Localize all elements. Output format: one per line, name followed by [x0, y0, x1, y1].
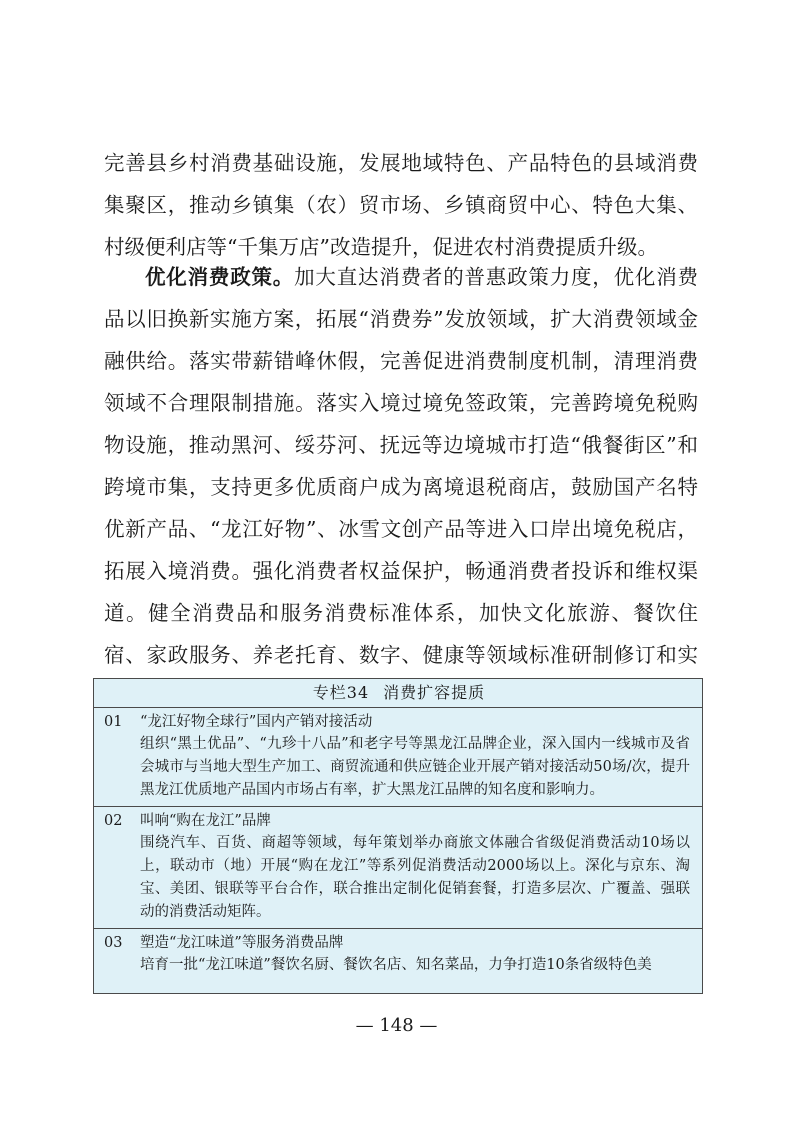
item-text: 培育一批“龙江味道”餐饮名厨、餐饮名店、知名菜品，力争打造10条省级特色美	[140, 957, 652, 973]
page-number: — 148 —	[355, 1015, 438, 1036]
column-box-header	[94, 679, 702, 708]
item-text: 组织“黑土优品”、“九珍十八品”和老字号等黑龙江品牌企业，深入国内一线城市及省会城市与当地大型生产加工、商贸流通和供应链企业开展产销对接活动50场/次，提升黑龙江优质地产品国内市场占有率，扩大黑龙江品牌的知名度和影响力。	[140, 736, 690, 798]
column-title: 消费扩容提质	[383, 683, 486, 702]
section-heading-optimize-policy: 优化消费政策。	[145, 265, 295, 289]
paragraph-body: 加大直达消费者的普惠政策力度，优化消费品以旧换新实施方案，拓展“消费券”发放领域，扩大消费领域金融供给。落实带薪错峰休假，完善促进消费制度机制，清理消费领域不合理限制措施。落实入境过境免签政策，完善跨境免税购物设施，推动黑河、绥芬河、抚远等边境城市打造“俄餐街区”和跨境市集，支持更多优质商户成为离境退税商店，鼓励国产名特优新产品、“龙江好物”、冰雪文创产品等进入口岸出境免税店，拓展入境消费。强化消费者权益保护，畅通消费者投诉和维权渠道。健全消费品和服务消费标准体系，加快文化旅游、餐饮住宿、家政服务、养老托育、数字、健康等领域标准研制修订和实	[104, 265, 699, 667]
paragraph-consumption-policy	[104, 256, 698, 718]
item-title: 叫响“购在龙江”品牌	[140, 813, 271, 829]
column-box	[93, 678, 703, 994]
item-number: 03	[104, 935, 123, 951]
column-label: 专栏34	[312, 683, 370, 702]
column-item	[94, 708, 702, 807]
paragraph-rural-consumption: 完善县乡村消费基础设施，发展地域特色、产品特色的县域消费集聚区，推动乡镇集（农）贸市场、乡镇商贸中心、特色大集、村级便利店等“千集万店”改造提升，促进农村消费提质升级。	[104, 151, 698, 259]
item-title: “龙江好物全球行”国内产销对接活动	[140, 714, 373, 730]
item-title: 塑造“龙江味道”等服务消费品牌	[140, 935, 344, 951]
item-number: 01	[104, 714, 123, 730]
item-number: 02	[104, 813, 123, 829]
column-item	[94, 929, 702, 980]
column-item	[94, 807, 702, 929]
item-text: 围绕汽车、百货、商超等领域，每年策划举办商旅文体融合省级促消费活动10场以上，联动市（地）开展“购在龙江”等系列促消费活动2000场以上。深化与京东、淘宝、美团、银联等平台合作，联合推出定制化促销套餐，打造多层次、广覆盖、强联动的消费活动矩阵。	[140, 835, 690, 920]
